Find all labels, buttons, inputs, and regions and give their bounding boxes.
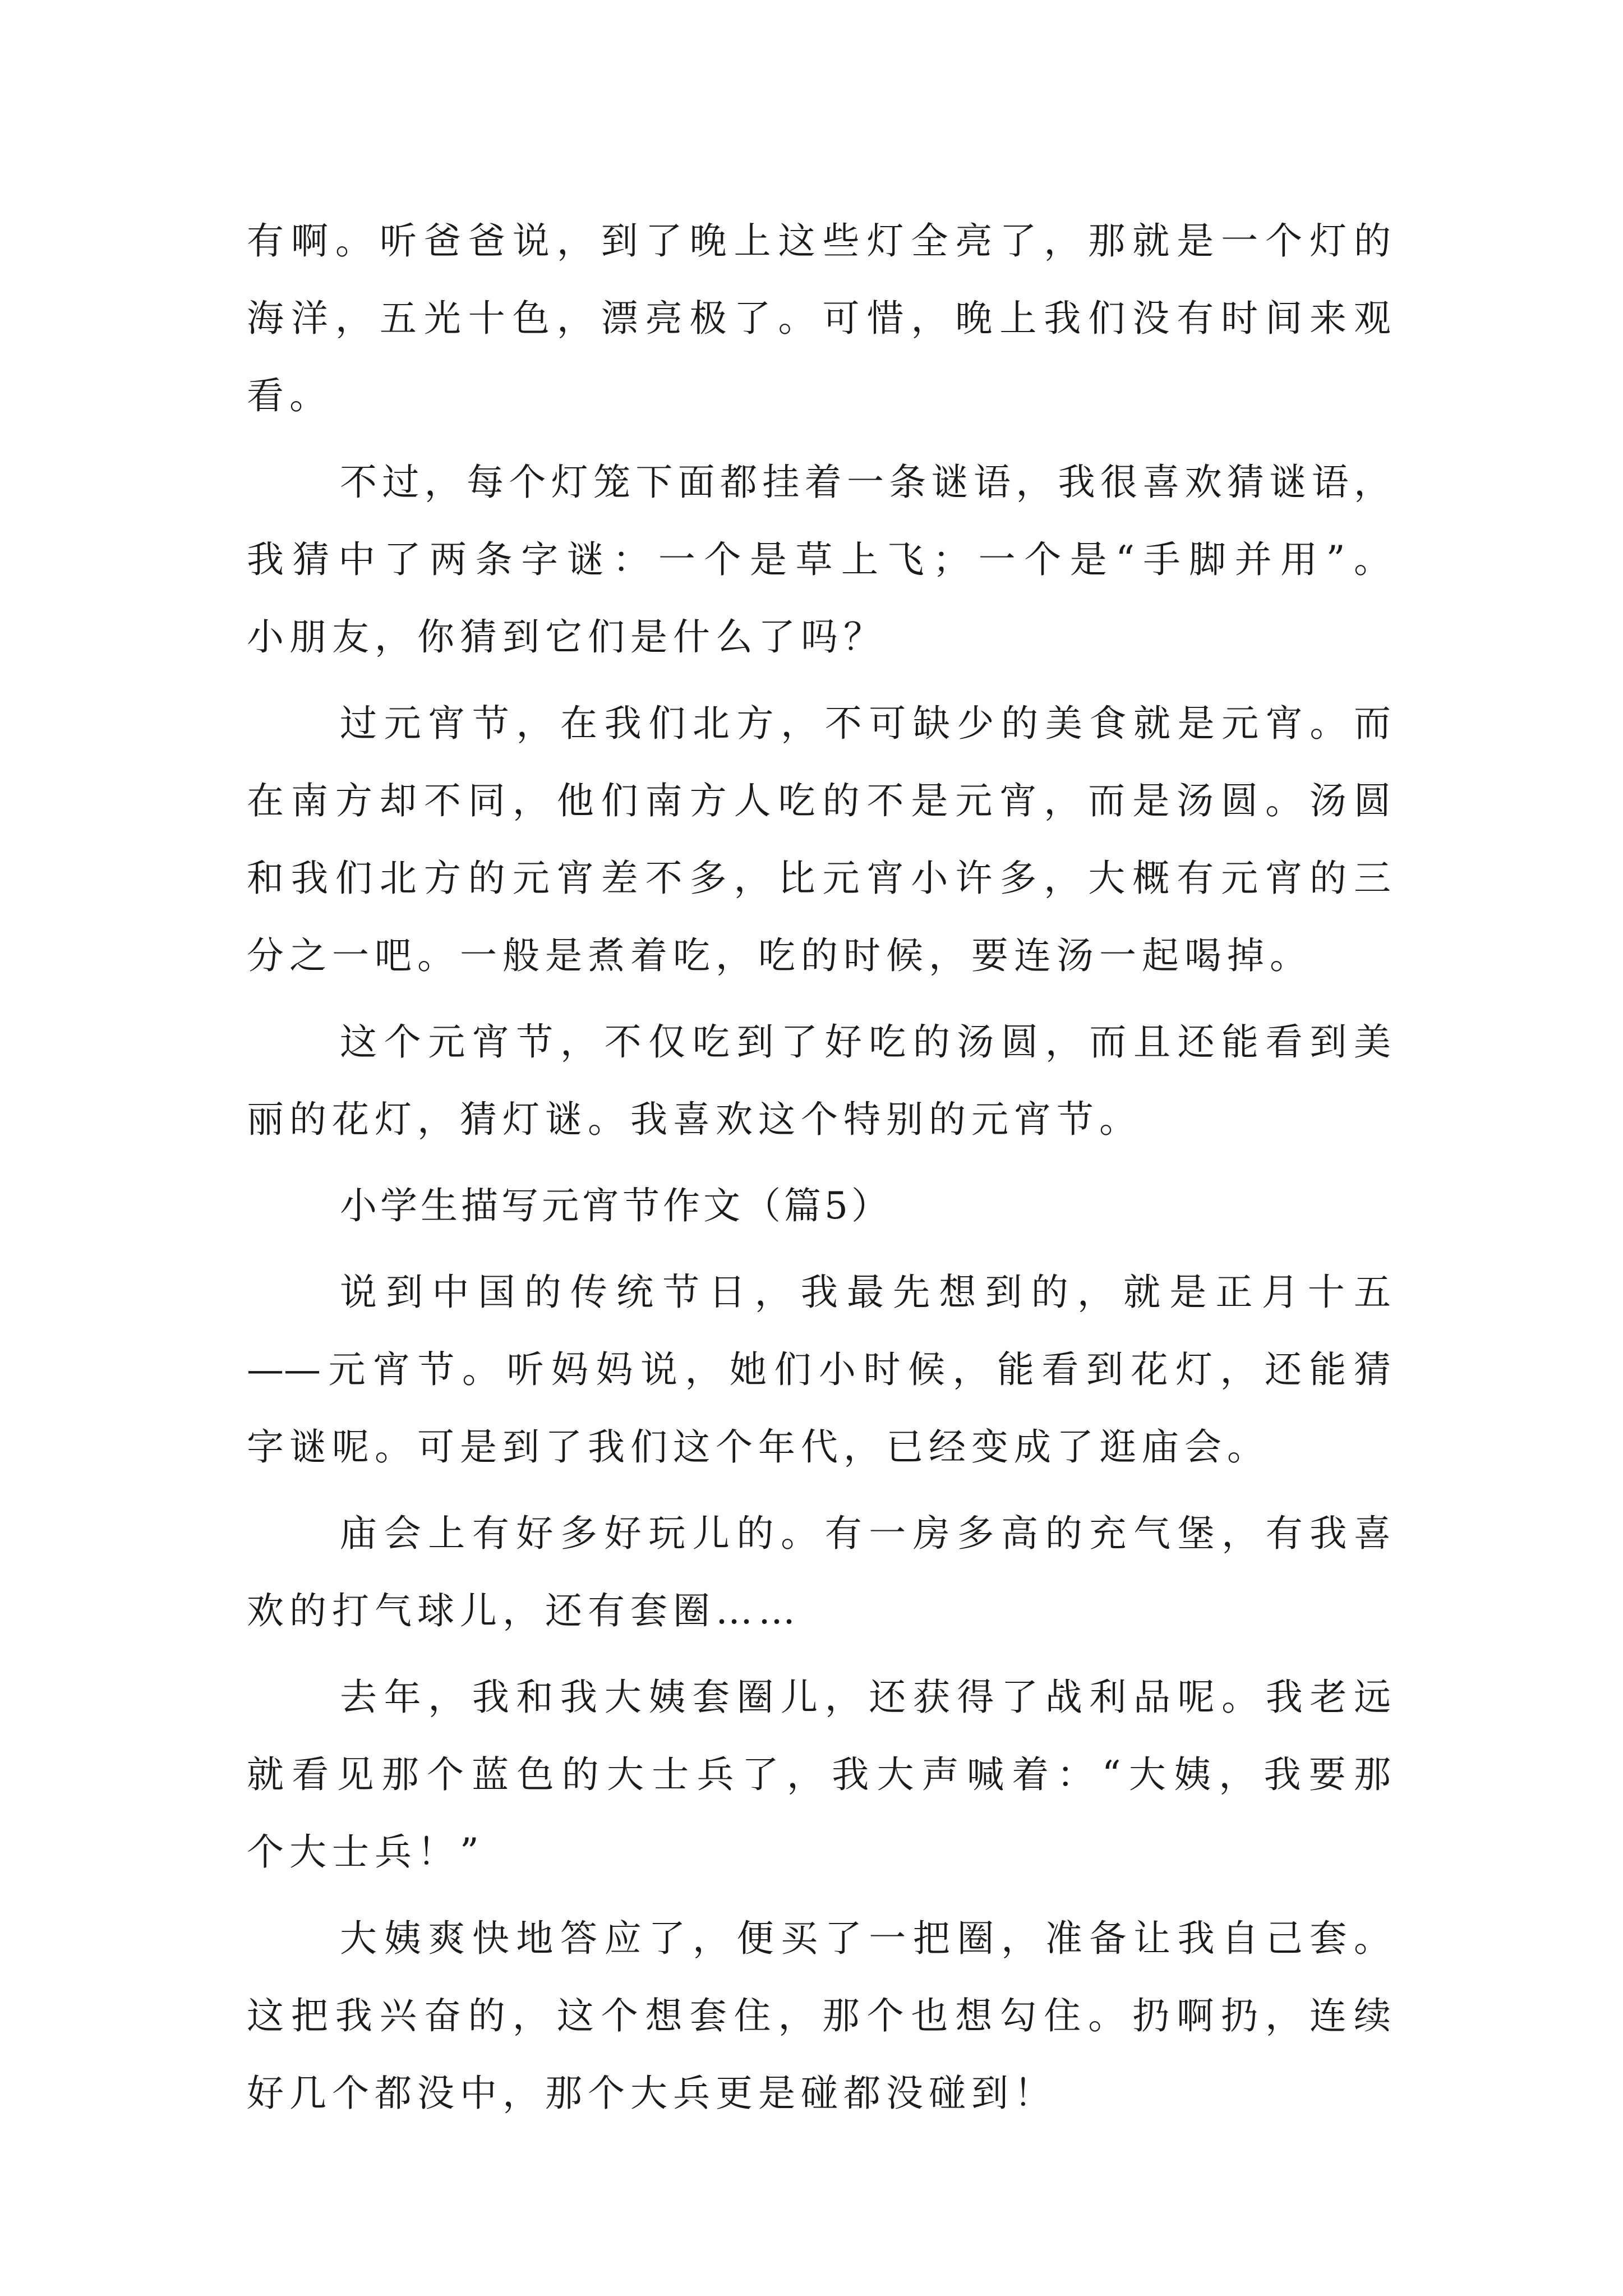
text-line: 分之一吧。一般是煮着吃，吃的时候，要连汤一起喝掉。	[247, 934, 1312, 977]
paragraph-first-line: 大姨爽快地答应了，便买了一把圈，准备让我自己套。	[340, 1917, 1391, 1960]
paragraph-first-line: 这个元宵节，不仅吃到了好吃的汤圆，而且还能看到美	[340, 1020, 1391, 1064]
text-line: 在南方却不同，他们南方人吃的不是元宵，而是汤圆。汤圆	[247, 779, 1391, 822]
text-line: 和我们北方的元宵差不多，比元宵小许多，大概有元宵的三	[247, 857, 1391, 900]
text-line: 丽的花灯，猜灯谜。我喜欢这个特别的元宵节。	[247, 1098, 1142, 1141]
section-heading: 小学生描写元宵节作文（篇5）	[340, 1184, 892, 1227]
text-line: 我猜中了两条字谜：一个是草上飞；一个是“手脚并用”。	[247, 538, 1391, 581]
text-line: 欢的打气球儿，还有套圈……	[247, 1589, 801, 1632]
text-line: 就看见那个蓝色的大士兵了，我大声喊着：“大姨，我要那	[247, 1753, 1391, 1796]
text-line: 看。	[247, 374, 332, 417]
text-line: ——元宵节。听妈妈说，她们小时候，能看到花灯，还能猜	[247, 1348, 1391, 1391]
text-line: 小朋友，你猜到它们是什么了吗？	[247, 615, 886, 659]
text-line: 这把我兴奋的，这个想套住，那个也想勾住。扔啊扔，连续	[247, 1994, 1391, 2037]
paragraph-first-line: 庙会上有好多好玩儿的。有一房多高的充气堡，有我喜	[340, 1512, 1391, 1555]
text-line: 个大士兵！”	[247, 1830, 485, 1874]
paragraph-first-line: 去年，我和我大姨套圈儿，还获得了战利品呢。我老远	[340, 1676, 1391, 1719]
paragraph-first-line: 说到中国的传统节日，我最先想到的，就是正月十五	[340, 1271, 1391, 1314]
text-line: 有啊。听爸爸说，到了晚上这些灯全亮了，那就是一个灯的	[247, 219, 1391, 263]
text-line: 字谜呢。可是到了我们这个年代，已经变成了逛庙会。	[247, 1425, 1270, 1469]
text-line: 海洋，五光十色，漂亮极了。可惜，晚上我们没有时间来观	[247, 297, 1391, 340]
paragraph-first-line: 过元宵节，在我们北方，不可缺少的美食就是元宵。而	[340, 702, 1391, 745]
text-line: 好几个都没中，那个大兵更是碰都没碰到！	[247, 2072, 1057, 2115]
paragraph-first-line: 不过，每个灯笼下面都挂着一条谜语，我很喜欢猜谜语，	[340, 461, 1391, 504]
